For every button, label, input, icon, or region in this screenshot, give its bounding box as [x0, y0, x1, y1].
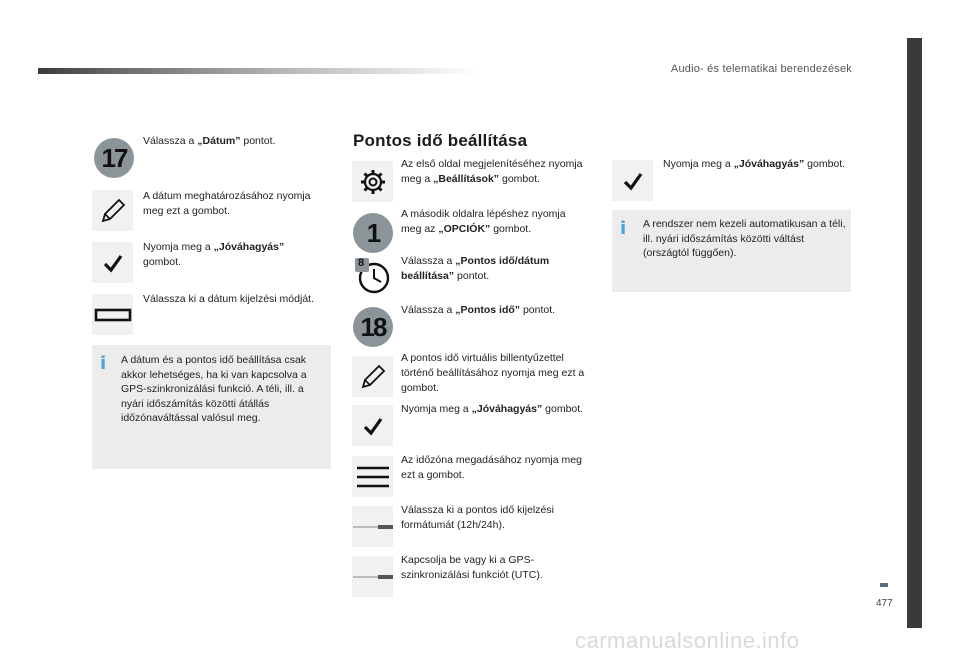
section-title: Pontos idő beállítása: [353, 131, 528, 150]
step-badge-18: 18: [353, 307, 393, 347]
info-note-right-text: A rendszer nem kezeli automatikusan a téli, ill. nyári időszámítás közötti váltást (országtól függően).: [643, 218, 846, 259]
clock-icon-digit: 8: [358, 257, 365, 269]
menu-lines-icon: [356, 463, 390, 491]
step17-text: Válassza a „Dátum” pontot.: [143, 135, 276, 147]
time-format-button[interactable]: [352, 506, 393, 547]
timezone-button[interactable]: [352, 456, 393, 497]
page-number: 477: [876, 598, 893, 609]
watermark: carmanualsonline.info: [575, 628, 800, 653]
header-title: Audio- és telematikai berendezések: [670, 63, 852, 75]
step18-text: Válassza a „Pontos idő” pontot.: [401, 304, 556, 316]
settings-button[interactable]: [352, 161, 393, 202]
info-icon: i: [620, 218, 627, 239]
confirm-right-button[interactable]: [612, 160, 653, 201]
step-badge-17: 17: [94, 138, 134, 178]
info-icon: i: [100, 353, 107, 374]
settings-text: Az első oldal megjelenítéséhez nyomja meg a „Beállítások” gombot.: [401, 158, 583, 185]
page-marker: [880, 583, 888, 587]
edit-time-text: A pontos idő virtuális billentyűzettel történő beállításához nyomja meg ezt a gombot.: [401, 352, 585, 394]
step-badge-1: 1: [353, 213, 393, 253]
datetime-text: Válassza a „Pontos idő/dátum beállítása” pontot.: [401, 255, 550, 282]
checkmark-icon: [102, 252, 124, 274]
datetime-settings-button[interactable]: [352, 254, 394, 296]
checkmark-icon: [622, 170, 644, 192]
time-format-text: Válassza ki a pontos idő kijelzési formátumát (12h/24h).: [401, 504, 554, 531]
gps-sync-toggle[interactable]: [352, 556, 393, 597]
confirm-time-button[interactable]: [352, 405, 393, 446]
date-format-button[interactable]: [92, 294, 133, 335]
slider-toggle-icon: [353, 571, 393, 583]
step1-text: A második oldalra lépéshez nyomja meg az „OPCIÓK” gombot.: [401, 208, 566, 235]
pencil-icon: [99, 197, 127, 225]
confirm-text: Nyomja meg a „Jóváhagyás” gombot.: [143, 241, 285, 268]
slider-toggle-icon: [353, 521, 393, 533]
edit-time-button[interactable]: [352, 356, 393, 397]
date-format-text: Válassza ki a dátum kijelzési módját.: [143, 293, 314, 305]
pencil-icon: [359, 363, 387, 391]
header-gradient-bar: [38, 68, 478, 74]
edit-date-text: A dátum meghatározásához nyomja meg ezt a gombot.: [143, 190, 311, 217]
info-note-text: A dátum és a pontos idő beállítása csak akkor lehetséges, ha ki van kapcsolva a GPS-szinkronizálási funkció. A téli, ill. a nyári időszámítás közötti átállás időzónaváltással valósul meg.: [121, 354, 307, 424]
checkmark-icon: [362, 415, 384, 437]
confirm-button[interactable]: [92, 242, 133, 283]
gear-icon: [359, 168, 387, 196]
confirm-time-text: Nyomja meg a „Jóváhagyás” gombot.: [401, 403, 584, 415]
edit-button[interactable]: [92, 190, 133, 231]
format-bar-icon: [94, 307, 132, 323]
page-side-bar: [907, 38, 922, 628]
confirm-right-text: Nyomja meg a „Jóváhagyás” gombot.: [663, 158, 846, 170]
info-note-box: [92, 345, 331, 469]
info-note-box-right: [612, 210, 851, 292]
gps-sync-text: Kapcsolja be vagy ki a GPS-szinkronizálási funkciót (UTC).: [401, 554, 543, 581]
timezone-text: Az időzóna megadásához nyomja meg ezt a gombot.: [401, 454, 582, 481]
